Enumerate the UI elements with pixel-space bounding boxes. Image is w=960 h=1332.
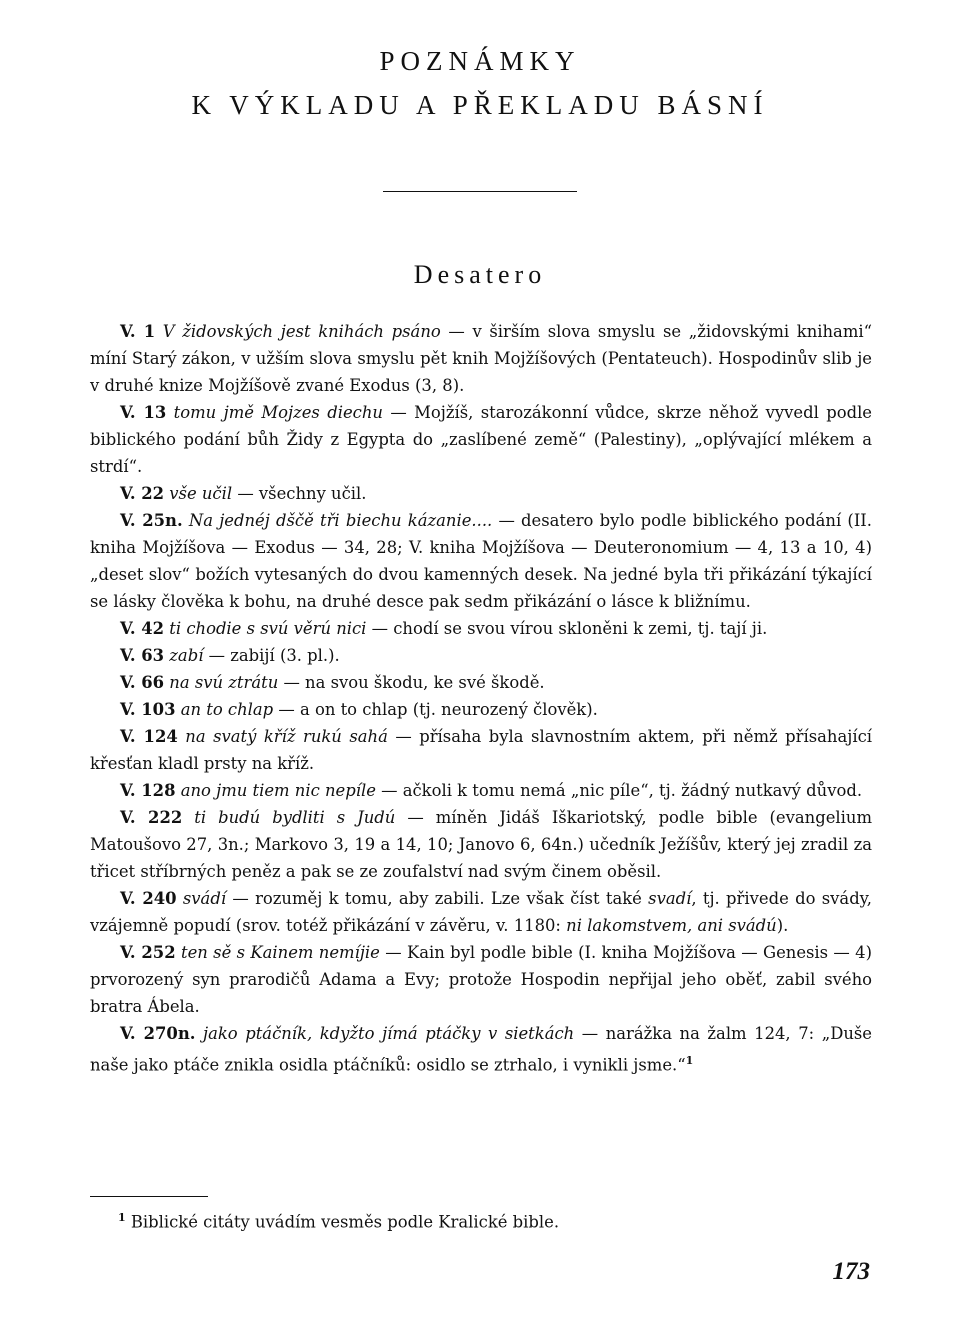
note-text-cont: , tj. přivede do svády, vzájemně popudí (srov. totéž přikázání v závěru, v. 1180: [90, 889, 872, 935]
note-text: — ačkoli k tomu nemá „nic píle“, tj. žádný nutkavý důvod. [375, 781, 863, 800]
note-lemma: Na jednéj dščě tři biechu kázanie.... [188, 511, 493, 530]
note-lemma: na svú ztrátu [169, 673, 279, 692]
note-v103 [90, 696, 872, 723]
note-ref: V. 13 [120, 403, 167, 422]
note-text: — Mojžíš, starozákonní vůdce, skrze něhož vyvedl podle biblického podání bůh Židy z Egypta do „zaslíbené země“ (Palestiny), „oplývající mlékem a strdí“. [90, 403, 873, 476]
footnote-divider [90, 1196, 208, 1197]
note-lemma: vše učil [169, 484, 233, 503]
note-v1 [90, 318, 872, 399]
footnote-text: Biblické citáty uvádím vesměs podle Kralické bible. [125, 1212, 560, 1232]
note-v13 [90, 399, 872, 480]
note-v25 [90, 507, 872, 615]
note-lemma: na svatý kříž rukú sahá [185, 727, 388, 746]
note-ref: V. 252 [120, 943, 176, 962]
note-lemma: ano jmu tiem nic nepíle [180, 781, 376, 800]
note-ref: V. 270n. [120, 1024, 196, 1043]
note-lemma: svádí [182, 889, 227, 908]
page-number: 173 [832, 1258, 870, 1285]
note-lemma: ti budú bydliti s Judú [194, 808, 396, 827]
note-ref: V. 22 [120, 484, 165, 503]
note-text-end: ). [776, 916, 789, 935]
note-ref: V. 25n. [120, 511, 183, 530]
note-v128 [90, 777, 872, 804]
note-text: — míněn Jidáš Iškariotský, podle bible (evangelium Matoušovo 27, 3n.; Markovo 3, 19 a 14, 10; Janovo 6, 64n.) učedník Ježíšův, který jej zradil za třicet stříbrných peněz a pak se ze zoufalství nad svým činem oběsil. [90, 808, 872, 881]
note-v22 [90, 480, 872, 507]
heading-divider [383, 191, 577, 192]
footnote-mark: 1 [685, 1054, 694, 1067]
note-lemma: zabí [169, 646, 204, 665]
note-lemma: an to chlap [180, 700, 274, 719]
note-text: — chodí se svou vírou skloněni k zemi, tj. tají ji. [366, 619, 768, 638]
note-text: — zabijí (3. pl.). [203, 646, 340, 665]
note-v63 [90, 642, 872, 669]
section-title: Desatero [413, 260, 547, 289]
note-v42 [90, 615, 872, 642]
note-text: — a on to chlap (tj. neurozený člověk). [273, 700, 598, 719]
note-ref: V. 124 [120, 727, 178, 746]
notes-body [90, 318, 872, 1078]
note-text: — všechny učil. [232, 484, 367, 503]
note-v222 [90, 804, 872, 885]
note-text: — v širším slova smyslu se „židovskými knihami“ míní Starý zákon, v užším slova smyslu pět knih Mojžíšových (Pentateuch). Hospodinův slib je v druhé knize Mojžíšově zvané Exodus (3, 8). [90, 322, 872, 395]
note-ref: V. 103 [120, 700, 176, 719]
note-text: — narážka na žalm 124, 7: „Duše naše jako ptáče znikla osidla ptáčníků: osidlo se ztrhalo, i vynikli jsme.“ [90, 1024, 872, 1075]
note-quote: ni lakomstvem, ani svádú [566, 916, 777, 935]
note-ref: V. 66 [120, 673, 165, 692]
note-v252 [90, 939, 872, 1020]
note-ref: V. 1 [120, 322, 156, 341]
note-ref: V. 42 [120, 619, 165, 638]
note-lemma: jako ptáčník, kdyžto jímá ptáčky v sietkách [203, 1024, 575, 1043]
note-text: — desatero bylo podle biblického podání (II. kniha Mojžíšova — Exodus — 34, 28; V. kniha Mojžíšova — Deuteronomium — 4, 13 a 10, 4) „deset slov“ božích vytesaných do dvou kamenných desek. Na jedné byla tři přikázání týkající se lásky člověka k bohu, na druhé desce pak sedm přikázání o lásce k bližnímu. [90, 511, 872, 611]
note-ref: V. 63 [120, 646, 165, 665]
note-v66 [90, 669, 872, 696]
note-ref: V. 128 [120, 781, 176, 800]
note-lemma: ten sě s Kainem nemíjie [180, 943, 380, 962]
note-ref: V. 240 [120, 889, 177, 908]
note-text: — Kain byl podle bible (I. kniha Mojžíšova — Genesis — 4) prvorozený syn prarodičů Adama a Evy; protože Hospodin nepřijal jeho oběť, zabil svého bratra Ábela. [90, 943, 872, 1016]
note-text: — přísaha byla slavnostním aktem, při němž přísahající křesťan kladl prsty na kříž. [90, 727, 872, 773]
note-lemma-alt: svadí [648, 889, 692, 908]
note-lemma: ti chodie s svú věrú nici [169, 619, 367, 638]
heading-line-2: K VÝKLADU A PŘEKLADU BÁSNÍ [191, 90, 769, 120]
footnote-number: 1 [118, 1211, 126, 1224]
heading-line-1: POZNÁMKY [379, 46, 581, 76]
note-lemma: V židovských jest knihách psáno [162, 322, 441, 341]
note-ref: V. 222 [120, 808, 183, 827]
note-lemma: tomu jmě Mojzes diechu [173, 403, 383, 422]
note-text: — na svou škodu, ke své škodě. [278, 673, 545, 692]
footnote [118, 1204, 872, 1235]
note-v124 [90, 723, 872, 777]
note-text: — rozuměj k tomu, aby zabili. Lze však číst také [226, 889, 649, 908]
note-v270 [90, 1020, 872, 1078]
note-v240 [90, 885, 872, 939]
